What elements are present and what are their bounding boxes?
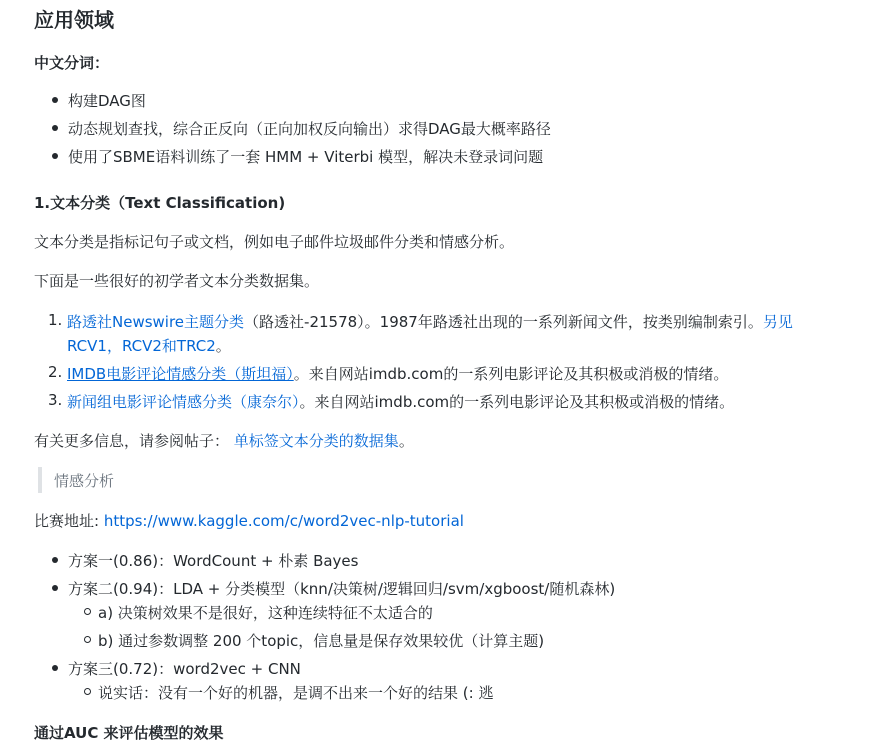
blockquote-bar bbox=[38, 467, 42, 493]
kaggle-link[interactable]: https://www.kaggle.com/c/word2vec-nlp-tutorial bbox=[103, 512, 464, 530]
bullet-icon bbox=[52, 557, 58, 563]
bullet-icon bbox=[52, 665, 58, 671]
cornell-link[interactable]: 新闻组电影评论情感分类（康奈尔） bbox=[67, 393, 300, 411]
bullet-icon bbox=[52, 153, 58, 159]
more-info: 有关更多信息，请参阅帖子： 单标签文本分类的数据集。 bbox=[34, 432, 414, 450]
see-also-link[interactable]: 另见 bbox=[762, 313, 793, 331]
contest-address: 比赛地址: https://www.kaggle.com/c/word2vec-nlp-tutorial bbox=[34, 512, 464, 530]
chinese-seg-heading: 中文分词： bbox=[34, 54, 110, 72]
bullet-icon bbox=[52, 125, 58, 131]
page-title: 应用领域 bbox=[34, 8, 114, 32]
reuters-link[interactable]: 路透社Newswire主题分类 bbox=[67, 313, 245, 331]
auc-heading: 通过AUC 来评估模型的效果 bbox=[34, 724, 224, 742]
bullet-icon bbox=[52, 585, 58, 591]
circle-bullet-icon bbox=[84, 636, 91, 643]
sentiment-quote: 情感分析 bbox=[54, 472, 115, 490]
imdb-link[interactable]: IMDB电影评论情感分类（斯坦福） bbox=[67, 365, 294, 383]
circle-bullet-icon bbox=[84, 608, 91, 615]
text-classification-description: 文本分类是指标记句子或文档，例如电子邮件垃圾邮件分类和情感分析。 bbox=[34, 233, 515, 251]
rcv-link[interactable]: RCV1，RCV2和TRC2 bbox=[67, 337, 216, 355]
dataset-intro: 下面是一些很好的初学者文本分类数据集。 bbox=[34, 272, 320, 290]
dataset-post-link[interactable]: 单标签文本分类的数据集 bbox=[233, 432, 399, 450]
circle-bullet-icon bbox=[84, 688, 91, 695]
text-classification-heading: 1.文本分类（Text Classification) bbox=[34, 194, 286, 212]
bullet-icon bbox=[52, 97, 58, 103]
